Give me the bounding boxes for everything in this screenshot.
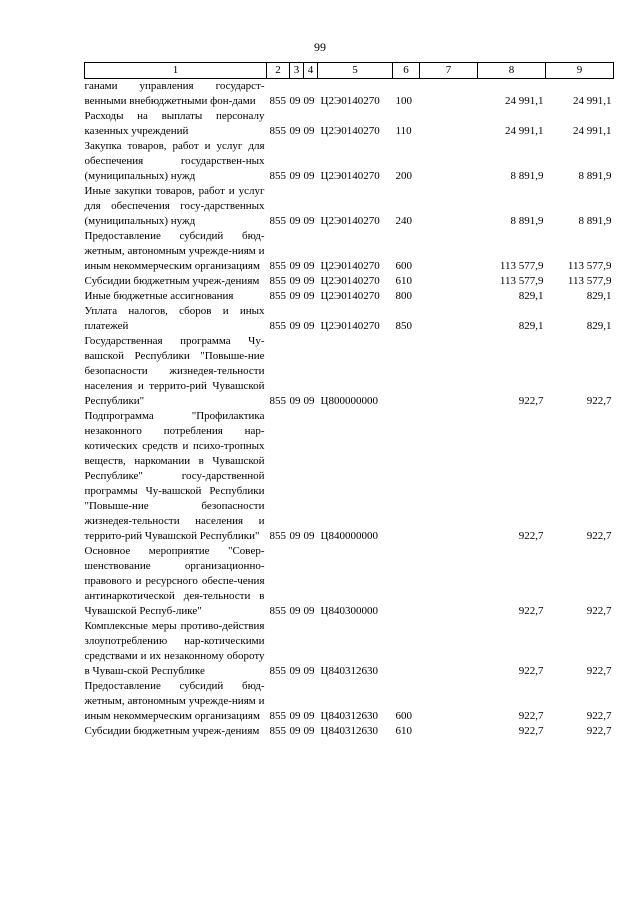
cell-c6 (393, 334, 420, 409)
cell-c4: 09 (303, 725, 315, 737)
cell-c9: 922,7 (586, 530, 612, 542)
table-row (85, 334, 614, 409)
cell-c5: Ц840000000 (320, 530, 378, 542)
cell-c6: 600 (395, 260, 412, 272)
row-name: Комплексные меры противо-действия злоупотреблению нар-котическими средствами и их незаконному обороту в Чуваш-ской Республике (84, 620, 265, 677)
cell-c2: 855 (269, 710, 286, 722)
cell-c9: 113 577,9 (567, 275, 612, 287)
cell-c8: 922,7 (518, 710, 544, 722)
header-cell: 8 (478, 63, 546, 79)
cell-c2: 855 (269, 170, 286, 182)
row-name: Иные закупки товаров, работ и услуг для обеспечения госу-дарственных (муниципальных) нужд (84, 185, 265, 227)
table-row (85, 289, 614, 304)
cell-c9: 922,7 (586, 395, 612, 407)
row-name: Уплата налогов, сборов и иных платежей (84, 305, 265, 332)
cell-c9: 113 577,9 (567, 260, 612, 272)
cell-c3: 09 (289, 530, 301, 542)
row-name: Субсидии бюджетным учреж-дениям (84, 275, 260, 287)
header-cell: 4 (304, 63, 318, 79)
cell-c2: 855 (269, 395, 286, 407)
cell-c2: 855 (269, 725, 286, 737)
cell-c2: 855 (269, 605, 286, 617)
cell-c8: 113 577,9 (499, 260, 544, 272)
cell-c5: Ц800000000 (320, 395, 378, 407)
cell-c6: 200 (395, 170, 412, 182)
row-name: Субсидии бюджетным учреж-дениям (84, 725, 260, 737)
row-name: Иные бюджетные ассигнования (84, 290, 234, 302)
cell-c8: 113 577,9 (499, 275, 544, 287)
header-row (85, 63, 614, 79)
cell-c8: 829,1 (518, 320, 544, 332)
cell-c6: 600 (395, 710, 412, 722)
header-cell: 6 (393, 63, 420, 79)
row-name: Предоставление субсидий бюд-жетным, автономным учрежде-ниям и иным некоммерческим организациям (84, 230, 265, 272)
cell-c7 (420, 619, 478, 679)
cell-c9: 922,7 (586, 710, 612, 722)
header-cell: 3 (290, 63, 304, 79)
cell-c9: 8 891,9 (578, 215, 612, 227)
cell-c3: 09 (289, 725, 301, 737)
table-row (85, 619, 614, 679)
cell-c2: 855 (269, 215, 286, 227)
cell-c3: 09 (289, 290, 301, 302)
cell-c4: 09 (303, 260, 315, 272)
cell-c5: Ц2Э0140270 (320, 215, 380, 227)
cell-c7 (420, 184, 478, 229)
cell-c7 (420, 109, 478, 139)
cell-c9: 922,7 (586, 725, 612, 737)
cell-c7 (420, 229, 478, 274)
cell-c2: 855 (269, 260, 286, 272)
cell-c6: 850 (395, 320, 412, 332)
cell-c4: 09 (303, 215, 315, 227)
table-row (85, 274, 614, 289)
cell-c8: 24 991,1 (505, 125, 544, 137)
cell-c4: 09 (303, 395, 315, 407)
header-cell: 7 (420, 63, 478, 79)
cell-c3: 09 (289, 320, 301, 332)
cell-c4: 09 (303, 170, 315, 182)
row-name: Предоставление субсидий бюд-жетным, автономным учрежде-ниям и иным некоммерческим организациям (84, 680, 265, 722)
cell-c8: 922,7 (518, 665, 544, 677)
cell-c5: Ц2Э0140270 (320, 275, 380, 287)
header-cell: 1 (85, 63, 267, 79)
row-name: ганами управления государст-венными внебюджетными фон-дами (84, 80, 265, 107)
cell-c5: Ц840312630 (320, 665, 378, 677)
cell-c5: Ц2Э0140270 (320, 95, 380, 107)
cell-c2: 855 (269, 320, 286, 332)
cell-c2: 855 (269, 95, 286, 107)
cell-c4: 09 (303, 605, 315, 617)
table-row (85, 109, 614, 139)
cell-c5: Ц840300000 (320, 605, 378, 617)
cell-c2: 855 (269, 290, 286, 302)
cell-c3: 09 (289, 275, 301, 287)
row-name: Государственная программа Чу-вашской Республики "Повыше-ние безопасности жизнедея-тельности населения и террито-рий Чувашской Республики" (84, 335, 265, 407)
cell-c6: 100 (395, 95, 412, 107)
cell-c8: 922,7 (518, 395, 544, 407)
table-row (85, 679, 614, 724)
cell-c9: 24 991,1 (573, 125, 612, 137)
cell-c7 (420, 679, 478, 724)
cell-c6 (393, 409, 420, 544)
cell-c9: 8 891,9 (578, 170, 612, 182)
cell-c2: 855 (269, 125, 286, 137)
table-row (85, 79, 614, 110)
cell-c7 (420, 724, 478, 739)
header-cell: 2 (267, 63, 290, 79)
cell-c6: 240 (395, 215, 412, 227)
cell-c4: 09 (303, 125, 315, 137)
row-name: Подпрограмма "Профилактика незаконного потребления нар-котических средств и психо-тропных веществ, наркомании в Чувашской Республике" госу-дарственной программы Чу-вашской Республики "Повыше-ние безопасности жизнедея-тельности населения и террито-рий Чувашской Республики" (84, 410, 265, 542)
cell-c7 (420, 409, 478, 544)
cell-c4: 09 (303, 710, 315, 722)
cell-c3: 09 (289, 95, 301, 107)
cell-c6: 610 (395, 725, 412, 737)
cell-c4: 09 (303, 530, 315, 542)
cell-c6: 610 (395, 275, 412, 287)
cell-c7 (420, 79, 478, 110)
cell-c3: 09 (289, 665, 301, 677)
cell-c9: 829,1 (586, 320, 612, 332)
cell-c7 (420, 139, 478, 184)
cell-c4: 09 (303, 320, 315, 332)
cell-c2: 855 (269, 665, 286, 677)
table-row (85, 304, 614, 334)
cell-c8: 922,7 (518, 605, 544, 617)
table-row (85, 409, 614, 544)
cell-c5: Ц2Э0140270 (320, 125, 380, 137)
cell-c7 (420, 544, 478, 619)
cell-c9: 922,7 (586, 665, 612, 677)
cell-c7 (420, 334, 478, 409)
table-row (85, 724, 614, 739)
cell-c6 (393, 544, 420, 619)
cell-c4: 09 (303, 665, 315, 677)
cell-c7 (420, 304, 478, 334)
cell-c6 (393, 619, 420, 679)
cell-c8: 8 891,9 (510, 215, 544, 227)
cell-c5: Ц840312630 (320, 710, 378, 722)
page-number: 99 (314, 40, 326, 54)
row-name: Расходы на выплаты персоналу казенных учреждений (84, 110, 265, 137)
cell-c3: 09 (289, 605, 301, 617)
cell-c2: 855 (269, 530, 286, 542)
cell-c9: 24 991,1 (573, 95, 612, 107)
cell-c9: 922,7 (586, 605, 612, 617)
cell-c8: 829,1 (518, 290, 544, 302)
cell-c3: 09 (289, 215, 301, 227)
budget-table (84, 62, 614, 739)
cell-c3: 09 (289, 125, 301, 137)
cell-c5: Ц2Э0140270 (320, 170, 380, 182)
cell-c5: Ц2Э0140270 (320, 320, 380, 332)
header-cell: 5 (318, 63, 393, 79)
cell-c8: 8 891,9 (510, 170, 544, 182)
cell-c3: 09 (289, 170, 301, 182)
cell-c7 (420, 289, 478, 304)
cell-c4: 09 (303, 95, 315, 107)
cell-c8: 922,7 (518, 725, 544, 737)
cell-c5: Ц840312630 (320, 725, 378, 737)
header-cell: 9 (546, 63, 614, 79)
cell-c4: 09 (303, 290, 315, 302)
table-row (85, 184, 614, 229)
table-row (85, 139, 614, 184)
cell-c4: 09 (303, 275, 315, 287)
cell-c7 (420, 274, 478, 289)
table-row (85, 229, 614, 274)
cell-c8: 922,7 (518, 530, 544, 542)
cell-c5: Ц2Э0140270 (320, 290, 380, 302)
cell-c5: Ц2Э0140270 (320, 260, 380, 272)
table-row (85, 544, 614, 619)
cell-c3: 09 (289, 260, 301, 272)
cell-c2: 855 (269, 275, 286, 287)
cell-c3: 09 (289, 710, 301, 722)
cell-c8: 24 991,1 (505, 95, 544, 107)
cell-c6: 110 (395, 125, 412, 137)
row-name: Закупка товаров, работ и услуг для обеспечения государствен-ных (муниципальных) нужд (84, 140, 265, 182)
row-name: Основное мероприятие "Совер-шенствование организационно-правового и ресурсного обеспе-чения антинаркотической дея-тельности в Чувашской Респуб-лике" (84, 545, 265, 617)
cell-c9: 829,1 (586, 290, 612, 302)
cell-c6: 800 (395, 290, 412, 302)
cell-c3: 09 (289, 395, 301, 407)
